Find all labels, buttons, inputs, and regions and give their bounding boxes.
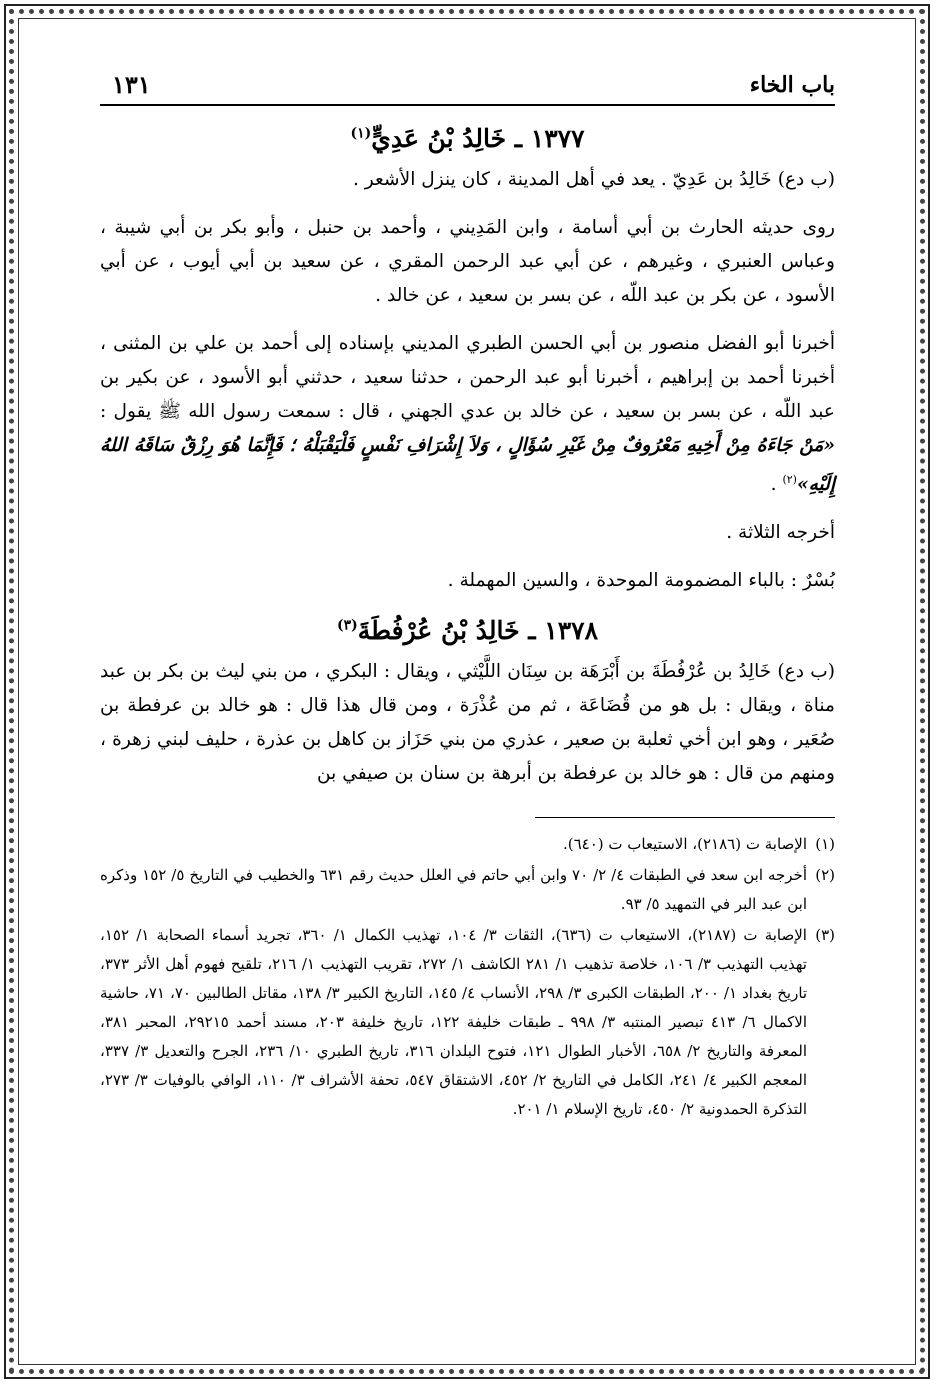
running-head [100, 68, 835, 106]
footnote-text: الإصابة ت (٢١٨٦)، الاستيعاب ت (٦٤٠). [562, 835, 807, 854]
entry-paragraph: روى حديثه الحارث بن أبي أسامة ، وابن المَدِيني ، وأحمد بن حنبل ، وأبو بكر بن أبي شيبة ، وعباس العنبري ، وغيرهم ، عن أبي عبد الرحمن المقري ، عن سعيد بن أبي أيوب ، عن أبي الأسود ، عن بكر بن عبد اللّه ، عن بسر بن سعيد ، عن خالد . [100, 217, 835, 306]
footnotes [100, 830, 835, 1124]
footnote [100, 861, 835, 919]
footnote-mark: (٣) [815, 926, 835, 945]
isnad-text: أخبرنا أبو الفضل منصور بن أبي الحسن الطبري المديني بإسناده إلى أحمد بن علي بن المثنى ، أخبرنا أحمد بن إبراهيم ، أخبرنا أبو عبد الرحمن ، حدثنا سعيد ، حدثني أبو الأسود ، عن بكير بن عبد اللّه ، عن بسر بن سعيد ، عن خالد بن عدي الجهني ، قال : سمعت رسول الله ﷺ يقول : [100, 333, 836, 422]
footnote-mark: (١) [815, 835, 835, 854]
entry-title-1378 [100, 616, 835, 645]
entry-paragraph: أخرجه الثلاثة . [726, 522, 835, 544]
footnote-ref: (٣) [336, 617, 358, 634]
entry-title-text: ١٣٧٧ ـ خَالِدُ بْنُ عَدِيٍّ [371, 124, 585, 153]
footnote [100, 830, 835, 859]
entry-paragraph: بُسْرٌ : بالباء المضمومة الموحدة ، والسين المهملة . [447, 570, 835, 592]
entry-paragraph: (ب دع) خَالِدُ بن عُرْفُطَةَ بن أَبْرَهَة بن سِنَان اللَّيْثي ، ويقال : البكري ، من بني ليث بن بكر بن عبد مناة ، ويقال : بل هو من قُضَاعَة ، ثم من عُذْرَة ، ومن قال هذا قال : هو خالد بن عرفطة بن صُعَير ، وهو ابن أخي ثعلبة بن صعير ، عذري من بني حَزَاز بن كاهل بن عذرة ، حليف لبني زهرة ، ومنهم من قال : هو خالد بن عرفطة بن أبرهة بن سنان بن صيفي بن [100, 661, 835, 785]
entry-title-1377 [100, 124, 835, 153]
page-number: ١٣١ [112, 70, 151, 99]
section-title: باب الخاء [749, 72, 835, 98]
footnote-ref: (١) [350, 125, 372, 142]
entry-paragraph: (ب دع) خَالِدُ بن عَدِيّ . يعد في أهل المدينة ، كان ينزل الأشعر . [352, 169, 835, 190]
entry-title-text: ١٣٧٨ ـ خَالِدُ بْنُ عُرْفُطَةَ [357, 616, 598, 646]
footnote [100, 921, 835, 1124]
entry-paragraph: أخبرنا أبو الفضل منصور بن أبي الحسن الطبري المديني بإسناده إلى أحمد بن علي بن المثنى ، أخبرنا أحمد بن إبراهيم ، أخبرنا أبو عبد الرحمن ، حدثنا سعيد ، حدثني أبو الأسود ، عن بكير بن عبد اللّه ، عن بسر بن سعيد ، عن خالد بن عدي الجهني ، قال : سمعت رسول الله ﷺ يقول : «مَنْ جَاءَهُ مِنْ أَخِيهِ مَعْرُوفٌ مِنْ غَيْرِ سُؤَالٍ ، وَلاَ إِشْرَافِ نَفْسٍ فَلْيَقْبَلْهُ ؛ فَإِنَّمَا هُوَ رِزْقٌ سَاقَهُ اللهُ إِلَيْهِ»$^{(٢)}$ . [100, 333, 836, 496]
footnote-ref: (٢) [782, 473, 797, 486]
hadith-text: «مَنْ جَاءَهُ مِنْ أَخِيهِ مَعْرُوفٌ مِنْ غَيْرِ سُؤَالٍ ، وَلاَ إِشْرَافِ نَفْسٍ فَلْيَقْبَلْهُ ؛ فَإِنَّمَا هُوَ رِزْقٌ سَاقَهُ اللهُ إِلَيْهِ» [100, 435, 835, 496]
footnote-text: أخرجه ابن سعد في الطبقات ٤/ ٢/ ٧٠ وابن أبي حاتم في العلل حديث رقم ٦٣١ والخطيب في التاريخ ٥/ ١٥٢ وذكره ابن عبد البر في التمهيد ٥/ ٩٣. [100, 866, 807, 914]
book-page [100, 68, 835, 1348]
footnote-divider [535, 817, 835, 818]
footnote-mark: (٢) [815, 866, 835, 885]
footnote-text: الإصابة ت (٢١٨٧)، الاستيعاب ت (٦٣٦)، الثقات ٣/ ١٠٤، تهذيب الكمال ١/ ٣٦٠، تجريد أسماء الصحابة ١/ ١٥٢، تهذيب التهذيب ٣/ ١٠٦، خلاصة تذهيب ١/ ٢٨١ الكاشف ١/ ٢٧٢، تقريب التهذيب ١/ ٢١٦، تلقيح فهوم أهل الأثر ٣٧٣، تاريخ بغداد ١/ ٢٠٠، الطبقات الكبرى ٣/ ٢٩٨، الأنساب ٤/ ١٤٥، التاريخ الكبير ٣/ ١٣٨، مقاتل الطالبين ٧٠، ٧١، حاشية الاكمال ٦/ ٤١٣ تبصير المنتبه ٣/ ٩٩٨ ـ طبقات خليفة ١٢٢، تاريخ خليفة ٢٠٣، مسند أحمد ٢٩٢١٥، المحبر ٣٨١، المعرفة والتاريخ ٢/ ٦٥٨، الأخبار الطوال ١٢١، فتوح البلدان ٣١٦، تاريخ الطبري ١٠/ ٢٣٦، الجرح والتعديل ٣/ ٣٣٧، المعجم الكبير ٤/ ٢٤١، الكامل في التاريخ ٢/ ٤٥٢، الاشتقاق ٥٤٧، تحفة الأشراف ٣/ ١١٠، الوافي بالوفيات ٣/ ٢٧٣، التذكرة الحمدونية ٢/ ٤٥٠، تاريخ الإسلام ١/ ٢٠١. [100, 926, 808, 1119]
